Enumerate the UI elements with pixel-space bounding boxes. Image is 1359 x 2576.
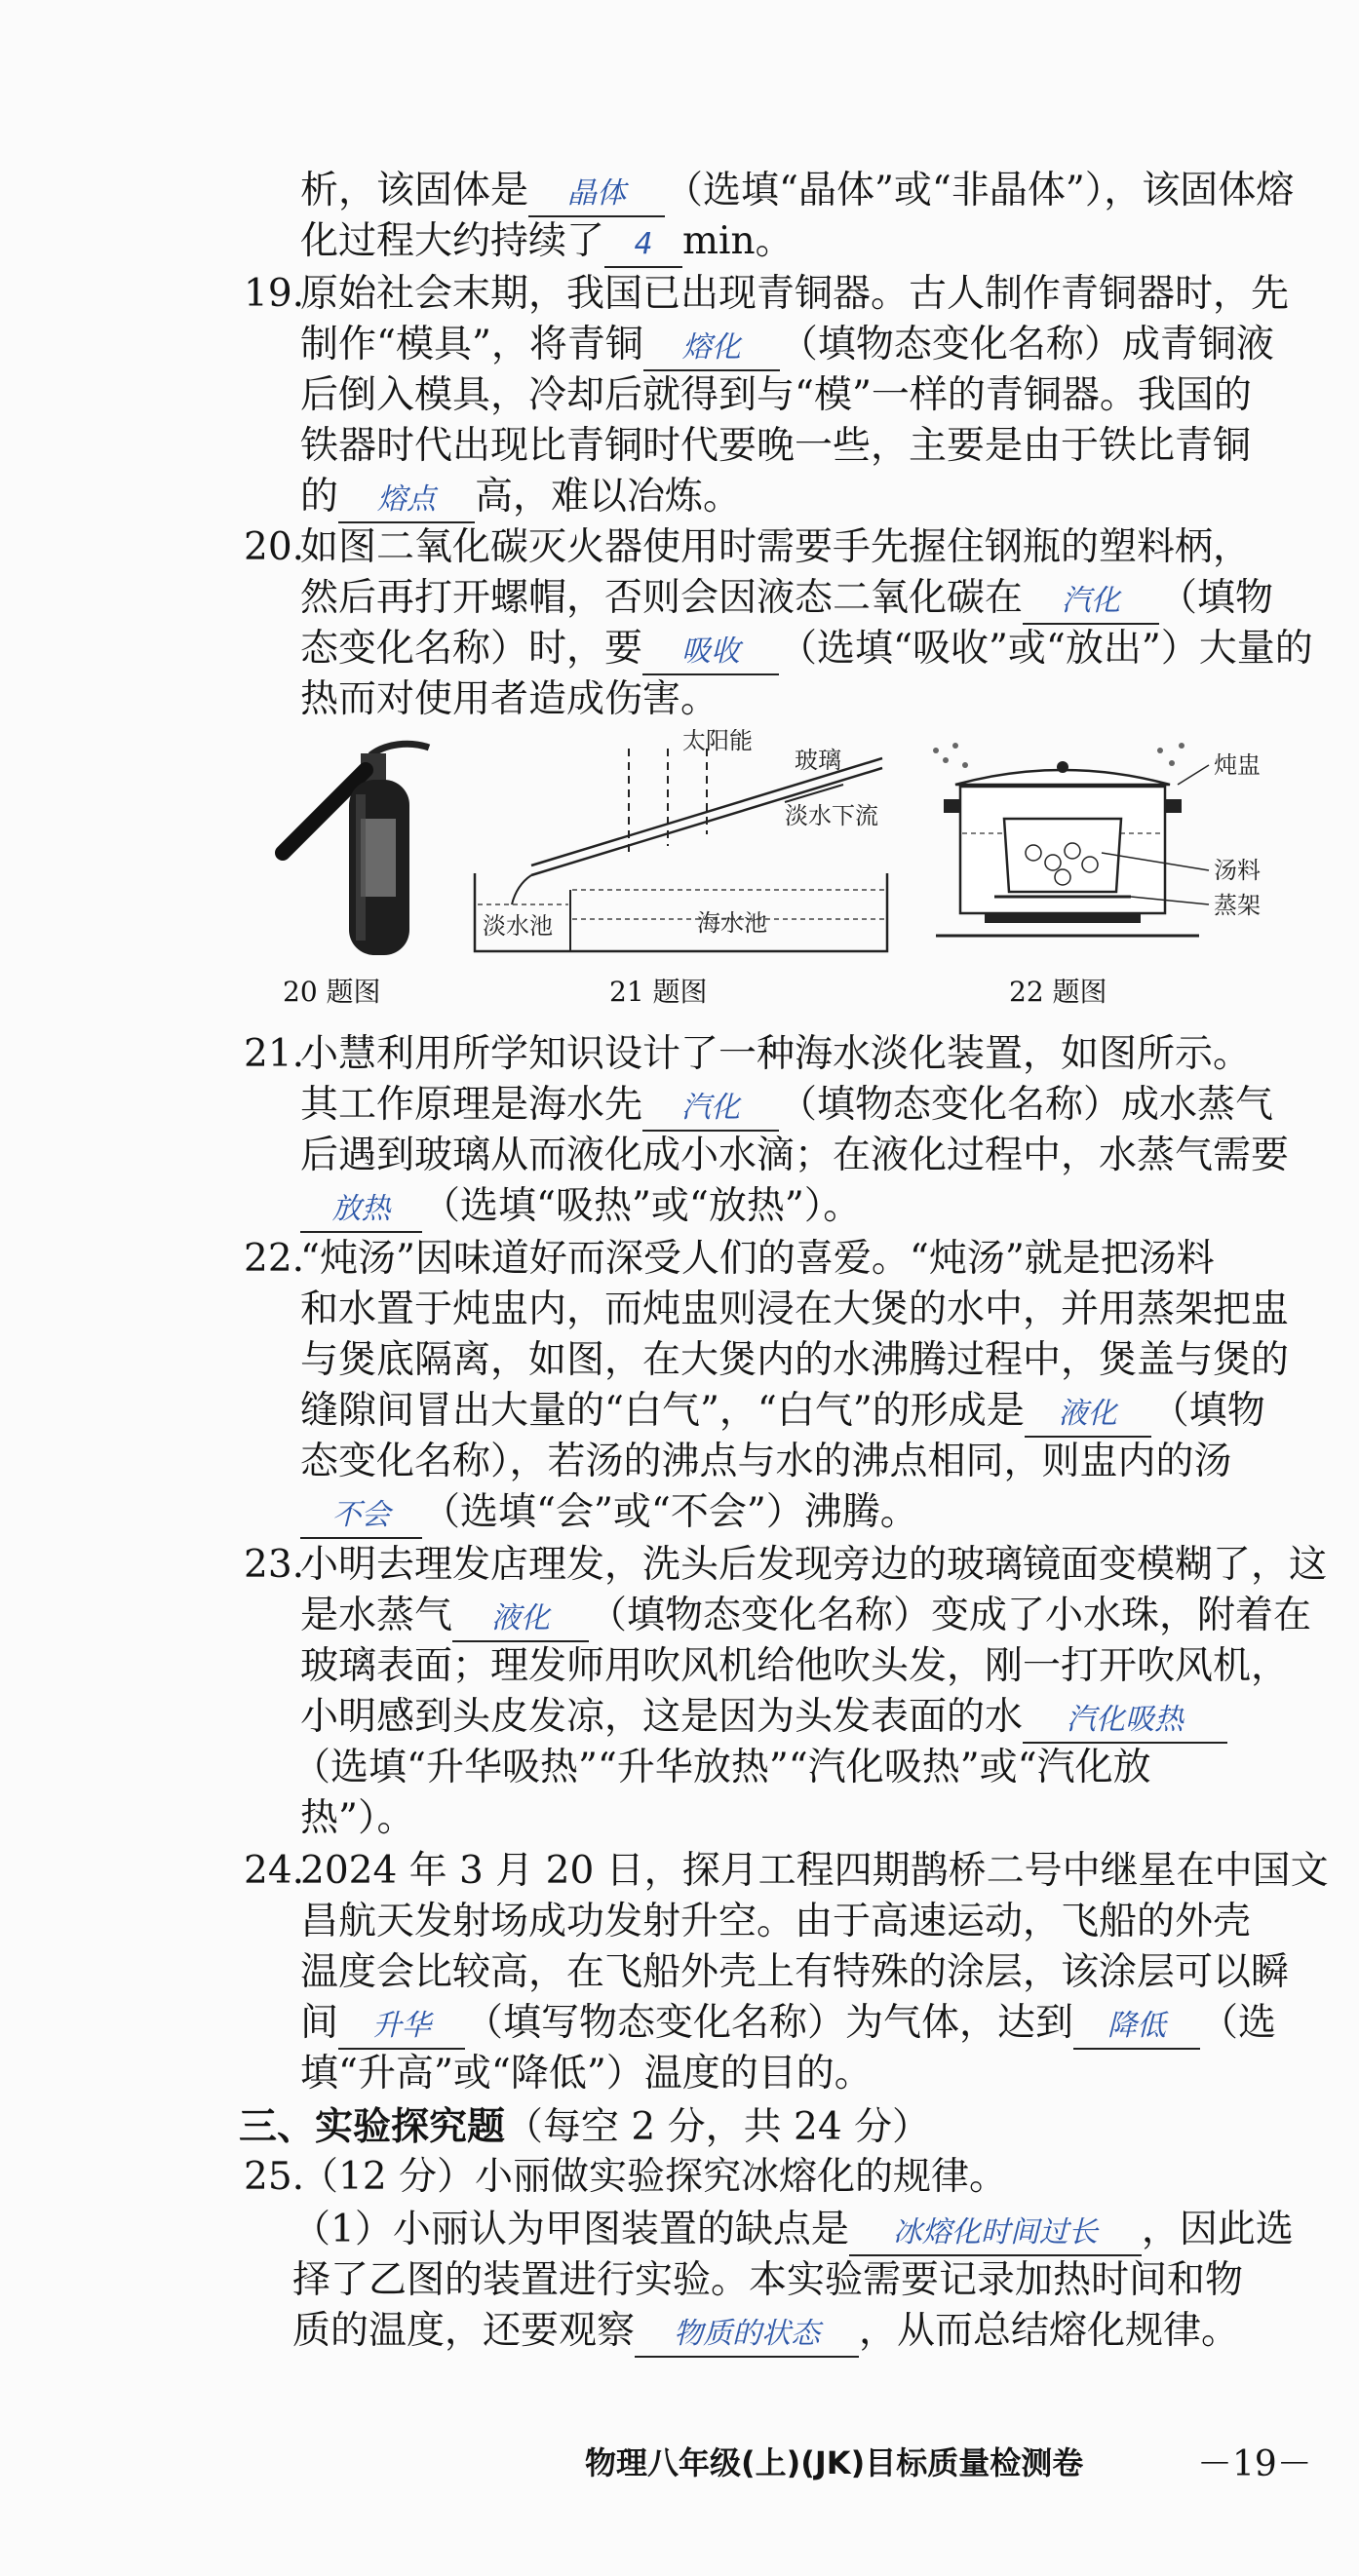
q24-line-3: 温度会比较高，在飞船外壳上有特殊的涂层，该涂层可以瞬 bbox=[300, 1950, 1290, 1994]
steam-dot bbox=[933, 748, 939, 753]
answer-blank: 汽化 bbox=[1023, 580, 1159, 625]
q25-line-3: 择了乙图的装置进行实验。本实验需要记录加热时间和物 bbox=[292, 2258, 1244, 2302]
answer-blank: 汽化 bbox=[642, 1087, 779, 1132]
q21-line-3: 后遇到玻璃从而液化成小水滴；在液化过程中，水蒸气需要 bbox=[300, 1134, 1290, 1177]
q24-line-5: 填“升高”或“降低”）温度的目的。 bbox=[300, 2052, 873, 2095]
q20-line-2 bbox=[300, 573, 1273, 625]
q18-line-1 bbox=[300, 166, 1294, 217]
text: （选 bbox=[1200, 2001, 1277, 2045]
q20-line-3 bbox=[300, 624, 1313, 675]
text: （填物态变化名称）成青铜液 bbox=[779, 323, 1274, 366]
q22-line-1 bbox=[244, 1234, 1215, 1285]
q21-line-1 bbox=[244, 1029, 1251, 1080]
question-number: 24. bbox=[244, 1849, 305, 1893]
answer-blank: 冰熔化时间过长 bbox=[849, 2211, 1142, 2256]
text: 态变化名称）时，要 bbox=[300, 627, 643, 671]
q18-line-2 bbox=[300, 216, 794, 268]
label-soup: 汤料 bbox=[1214, 857, 1261, 884]
text: 是水蒸气 bbox=[300, 1594, 453, 1637]
q22-line-2: 和水置于炖盅内，而炖盅则浸在大煲的水中，并用蒸架把盅 bbox=[300, 1288, 1290, 1331]
label-sun: 太阳能 bbox=[682, 729, 753, 754]
q23-line-5: （选填“升华吸热”“升华放热”“汽化吸热”或“汽化放 bbox=[292, 1746, 1151, 1789]
steam-dot bbox=[962, 762, 968, 768]
lid-knob bbox=[1057, 761, 1068, 773]
question-number: 25. bbox=[244, 2155, 305, 2199]
pot-handle bbox=[944, 799, 961, 813]
footer-title: 物理八年级(上)(JK)目标质量检测卷 bbox=[585, 2444, 1084, 2481]
text: “炖汤”因味道好而深受人们的喜爱。“炖汤”就是把汤料 bbox=[300, 1237, 1215, 1281]
answer-blank: 晶体 bbox=[528, 173, 665, 217]
text: 小明去理发店理发，洗头后发现旁边的玻璃镜面变模糊了，这 bbox=[300, 1543, 1328, 1587]
text: （填物态变化名称）变成了小水珠，附着在 bbox=[589, 1594, 1312, 1637]
q24-line-2: 昌航天发射场成功发射升空。由于高速运动，飞船的外壳 bbox=[300, 1900, 1252, 1943]
text: 质的温度，还要观察 bbox=[292, 2309, 636, 2353]
question-number: 20. bbox=[244, 525, 305, 569]
question-number: 21. bbox=[244, 1032, 305, 1076]
steam-dot bbox=[943, 757, 949, 763]
answer-blank: 液化 bbox=[452, 1597, 589, 1642]
steam-dot bbox=[1179, 743, 1184, 749]
caption-22: 22 题图 bbox=[1009, 976, 1107, 1008]
text: ，从而总结熔化规律。 bbox=[859, 2309, 1240, 2353]
caption-21: 21 题图 bbox=[609, 976, 708, 1008]
question-number: 23. bbox=[244, 1543, 305, 1587]
q19-line-5 bbox=[300, 472, 741, 523]
desalination-figure bbox=[473, 729, 892, 963]
q21-line-4 bbox=[300, 1181, 861, 1233]
text: （12 分）小丽做实验探究冰熔化的规律。 bbox=[300, 2155, 1008, 2199]
text: （1）小丽认为甲图装置的缺点是 bbox=[292, 2208, 849, 2251]
q23-line-4 bbox=[300, 1692, 1227, 1744]
q23-line-6: 热”）。 bbox=[300, 1796, 415, 1840]
section-3-heading bbox=[239, 2101, 930, 2153]
answer-blank: 汽化吸热 bbox=[1023, 1699, 1227, 1744]
q19-line-4: 铁器时代出现比青铜时代要晚一些，主要是由于铁比青铜 bbox=[300, 424, 1252, 468]
text: 原始社会末期，我国已出现青铜器。古人制作青铜器时，先 bbox=[300, 272, 1290, 316]
q20-line-1 bbox=[244, 522, 1251, 573]
text: 其工作原理是海水先 bbox=[300, 1083, 643, 1127]
q19-line-2 bbox=[300, 320, 1274, 371]
caption-20: 20 题图 bbox=[283, 976, 381, 1008]
text: 如图二氧化碳灭火器使用时需要手先握住钢瓶的塑料柄， bbox=[300, 525, 1252, 569]
q22-line-6 bbox=[300, 1487, 918, 1539]
q23-line-3: 玻璃表面；理发师用吹风机给他吹头发，刚一打开吹风机， bbox=[300, 1644, 1290, 1688]
text: 高，难以冶炼。 bbox=[475, 475, 742, 519]
q25-line-2 bbox=[292, 2205, 1294, 2256]
drip-arrow bbox=[512, 875, 531, 904]
text: （选填“吸热”或“放热”）。 bbox=[422, 1184, 862, 1228]
text: （填物 bbox=[1150, 1389, 1265, 1433]
page-number: －19－ bbox=[1197, 2444, 1312, 2484]
text: （填写物态变化名称）为气体，达到 bbox=[465, 2001, 1074, 2045]
q22-line-5: 态变化名称），若汤的沸点与水的沸点相同，则盅内的汤 bbox=[300, 1440, 1232, 1483]
leader-line bbox=[1178, 765, 1209, 785]
flow-arrow bbox=[785, 785, 843, 802]
text: 然后再打开螺帽，否则会因液态二氧化碳在 bbox=[300, 576, 1024, 620]
answer-blank: 熔化 bbox=[643, 327, 780, 371]
text: （填物 bbox=[1159, 576, 1274, 620]
text: 的 bbox=[300, 475, 339, 519]
label-fresh-pool: 淡水池 bbox=[483, 912, 553, 940]
text: 制作“模具”，将青铜 bbox=[300, 323, 643, 366]
q23-line-1 bbox=[244, 1540, 1327, 1591]
text: 2024 年 3 月 20 日，探月工程四期鹊桥二号中继星在中国文 bbox=[300, 1849, 1329, 1893]
text: （选填“会”或“不会”）沸腾。 bbox=[422, 1490, 918, 1534]
q25-line-4 bbox=[292, 2306, 1239, 2358]
answer-blank: 放热 bbox=[300, 1188, 422, 1233]
question-number: 22. bbox=[244, 1237, 305, 1281]
text: min。 bbox=[682, 219, 794, 263]
text: 间 bbox=[300, 2001, 339, 2045]
q25-line-1 bbox=[244, 2152, 1007, 2203]
text: ，因此选 bbox=[1141, 2208, 1294, 2251]
q22-line-4 bbox=[300, 1386, 1265, 1438]
answer-blank: 物质的状态 bbox=[635, 2313, 859, 2358]
answer-blank: 不会 bbox=[300, 1494, 422, 1539]
answer-blank: 4 bbox=[604, 223, 682, 268]
steam-dot bbox=[1157, 748, 1163, 753]
extinguisher-label bbox=[361, 819, 396, 897]
text: （选填“吸收”或“放出”）大量的 bbox=[779, 627, 1313, 671]
text: 小明感到头皮发凉，这是因为头发表面的水 bbox=[300, 1695, 1024, 1739]
answer-blank: 熔点 bbox=[338, 479, 475, 523]
answer-blank: 液化 bbox=[1025, 1393, 1151, 1438]
fire-extinguisher-figure bbox=[263, 736, 448, 960]
question-number: 19. bbox=[244, 272, 305, 316]
answer-blank: 吸收 bbox=[642, 631, 779, 675]
answer-blank: 升华 bbox=[338, 2005, 465, 2050]
text: （选填“晶体”或“非晶体”），该固体熔 bbox=[665, 169, 1295, 212]
text: （填物态变化名称）成水蒸气 bbox=[779, 1083, 1274, 1127]
q19-line-3: 后倒入模具，冷却后就得到与“模”一样的青铜器。我国的 bbox=[300, 373, 1252, 417]
label-flow: 淡水下流 bbox=[785, 802, 878, 829]
section-title: 三、实验探究题 bbox=[239, 2104, 506, 2149]
label-sea-pool: 海水池 bbox=[697, 909, 767, 937]
q24-line-1 bbox=[244, 1846, 1329, 1897]
pot-handle bbox=[1164, 799, 1182, 813]
label-glass: 玻璃 bbox=[795, 747, 841, 774]
label-pot: 炖盅 bbox=[1214, 751, 1261, 779]
q24-line-4 bbox=[300, 1998, 1276, 2050]
stew-pot-figure bbox=[916, 726, 1277, 960]
q23-line-2 bbox=[300, 1591, 1311, 1642]
section-note: （每空 2 分，共 24 分） bbox=[505, 2105, 931, 2149]
text: 缝隙间冒出大量的“白气”，“白气”的形成是 bbox=[300, 1389, 1025, 1433]
steam-dot bbox=[952, 743, 958, 749]
extinguisher-highlight bbox=[356, 794, 366, 941]
text: 小慧利用所学知识设计了一种海水淡化装置，如图所示。 bbox=[300, 1032, 1252, 1076]
q21-line-2 bbox=[300, 1080, 1273, 1132]
steam-dot bbox=[1169, 760, 1175, 766]
inner-pot bbox=[1004, 819, 1121, 892]
label-rack: 蒸架 bbox=[1214, 892, 1261, 919]
q19-line-1 bbox=[244, 269, 1289, 320]
stove bbox=[985, 913, 1141, 923]
q20-line-4: 热而对使用者造成伤害。 bbox=[300, 677, 719, 721]
text: 化过程大约持续了 bbox=[300, 219, 605, 263]
q22-line-3: 与煲底隔离，如图，在大煲内的水沸腾过程中，煲盖与煲的 bbox=[300, 1338, 1290, 1382]
answer-blank: 降低 bbox=[1073, 2005, 1200, 2050]
text: 析，该固体是 bbox=[300, 169, 529, 212]
